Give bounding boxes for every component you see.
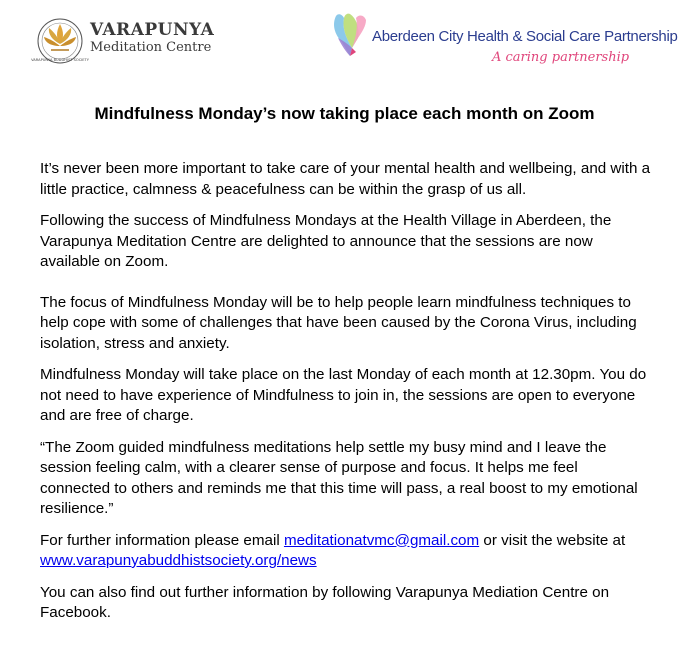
page-title: Mindfulness Monday’s now taking place each month on Zoom — [94, 104, 595, 123]
heart-icon — [330, 8, 370, 64]
email-link[interactable]: meditationatvmc@gmail.com — [283, 531, 480, 549]
varapunya-logo-name: VARAPUNYA — [90, 20, 215, 40]
header — [0, 0, 689, 80]
paragraph-schedule: Mindfulness Monday will take place on the last Monday of each month at 12.30pm. You do not need to have experience of Mindfulness to join in, the sessions are open to everyone and are free of charge. — [40, 366, 647, 424]
website-link[interactable]: www.varapunyabuddhistsociety.org/news — [40, 552, 317, 569]
paragraph-focus: The focus of Mindfulness Monday will be to help people learn mindfulness techniques to help cope with some of challenges that have been caused by the Corona Virus, including isolation, stress and anxiety. — [40, 293, 637, 352]
paragraph-facebook: You can also find out further information by following Varapunya Mediation Centre on Facebook. — [40, 583, 610, 621]
paragraph-intro: It’s never been more important to take care of your mental health and wellbeing, and with a little practice, calmness & peacefulness can be within the grasp of us all. — [40, 160, 651, 198]
lotus-icon — [31, 14, 89, 68]
varapunya-logo — [31, 14, 216, 74]
partnership-tagline: A caring partnership — [492, 50, 630, 65]
aberdeen-partnership-logo — [330, 8, 678, 70]
paragraph-quote: “The Zoom guided mindfulness meditations help settle my busy mind and I leave the session feeling calm, with a clearer sense of purpose and focus. It helps me feel connected to others and reminds me that this time will pass, a real boost to my emotional resilience.” — [40, 438, 638, 517]
body-text — [40, 159, 652, 624]
paragraph-contact — [40, 531, 652, 572]
paragraph-success: Following the success of Mindfulness Mondays at the Health Village in Aberdeen, the Varapunya Meditation Centre are delighted to announce that the sessions are now available on Zoom. — [40, 212, 612, 270]
contact-prefix: For further information please email — [40, 531, 284, 549]
varapunya-logo-subtitle: Meditation Centre — [90, 40, 212, 55]
partnership-name: Aberdeen City Health & Social Care Partnership — [372, 28, 678, 45]
svg-text:VARAPUNYA BUDDHIST SOCIETY: VARAPUNYA BUDDHIST SOCIETY — [31, 58, 89, 62]
contact-middle: or visit the website at — [479, 531, 626, 549]
